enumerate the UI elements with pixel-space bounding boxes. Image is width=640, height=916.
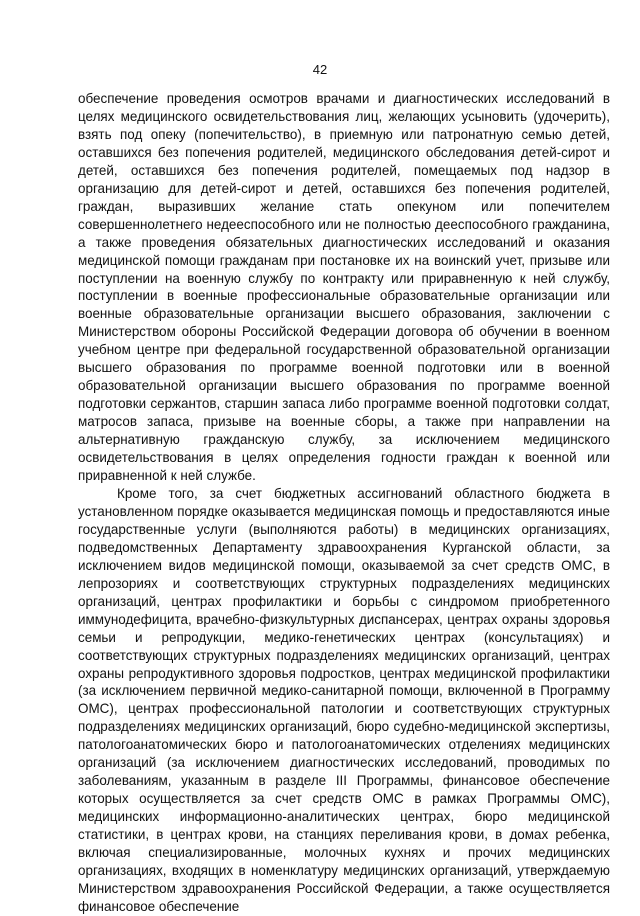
document-body	[78, 90, 610, 916]
paragraph-budget-funding: Кроме того, за счет бюджетных ассигнований областного бюджета в установленном порядке оказывается медицинская помощь и предоставляются иные государственные услуги (выполняются работы) в медицинских организациях, подведомственных Департаменту здравоохранения Курганской области, за исключением видов медицинской помощи, оказываемой за счет средств ОМС, в лепрозориях и соответствующих структурных подразделениях медицинских организаций, центрах профилактики и борьбы с синдромом приобретенного иммунодефицита, врачебно-физкультурных диспансерах, центрах охраны здоровья семьи и репродукции, медико-генетических центрах (консультациях) и соответствующих структурных подразделениях медицинских организаций, центрах охраны репродуктивного здоровья подростков, центрах медицинской профилактики (за исключением первичной медико-санитарной помощи, включенной в Программу ОМС), центрах профессиональной патологии и соответствующих структурных подразделениях медицинских организаций, бюро судебно-медицинской экспертизы, патологоанатомических бюро и патологоанатомических отделениях медицинских организаций (за исключением диагностических исследований, проводимых по заболеваниям, указанным в разделе III Программы, финансовое обеспечение которых осуществляется за счет средств ОМС в рамках Программы ОМС), медицинских информационно-аналитических центрах, бюро медицинской статистики, в центрах крови, на станциях переливания крови, в домах ребенка, включая специализированные, молочных кухнях и прочих медицинских организациях, входящих в номенклатуру медицинских организаций, утверждаемую Министерством здравоохранения Российской Федерации, а также осуществляется финансовое обеспечение	[78, 485, 610, 914]
page-number: 42	[312, 62, 328, 77]
paragraph-continuation: обеспечение проведения осмотров врачами и диагностических исследований в целях медицинского освидетельствования лиц, желающих усыновить (удочерить), взять под опеку (попечительство), в приемную или патронатную семью детей, оставшихся без попечения родителей, медицинского обследования детей-сирот и детей, оставшихся без попечения родителей, помещаемых под надзор в организацию для детей-сирот и детей, оставшихся без попечения родителей, граждан, выразивших желание стать опекуном или попечителем совершеннолетнего недееспособного или не полностью дееспособного гражданина, а также проведения обязательных диагностических исследований и оказания медицинской помощи гражданам при постановке их на воинский учет, призыве или поступлении на военную службу по контракту или приравненную к ней службу, поступлении в военные профессиональные образовательные организации или военные образовательные организации высшего образования, заключении с Министерством обороны Российской Федерации договора об обучении в военном учебном центре при федеральной государственной образовательной организации высшего образования по программе военной подготовки или в военной образовательной организации высшего образования по программе военной подготовки сержантов, старшин запаса либо программе военной подготовки солдат, матросов запаса, призыве на военные сборы, а также при направлении на альтернативную гражданскую службу, за исключением медицинского освидетельствования в целях определения годности граждан к военной или приравненной к ней службе.	[78, 91, 610, 484]
